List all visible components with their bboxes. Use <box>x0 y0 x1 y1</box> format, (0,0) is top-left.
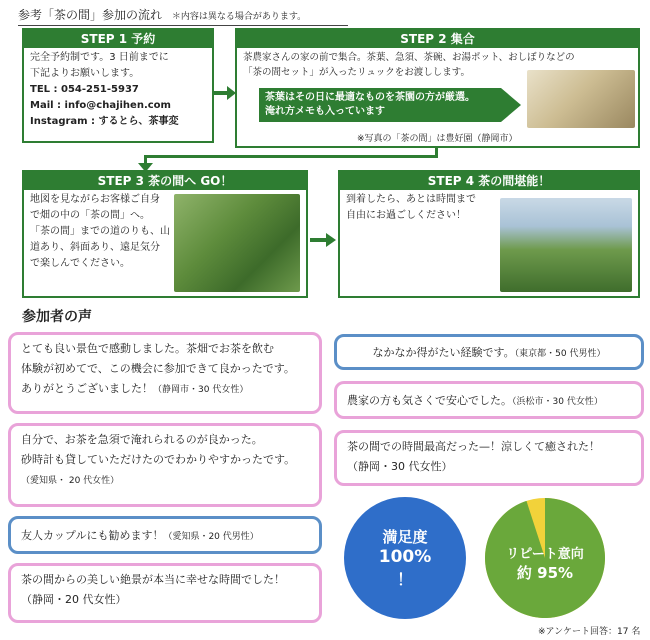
repeat-pie-chart <box>484 497 606 619</box>
satisfaction-circle <box>344 497 466 619</box>
step1-instagram: Instagram : するとら、茶事変 <box>30 116 179 127</box>
satisfaction-label: 満足度 <box>382 528 428 546</box>
tea-field-walk-photo <box>174 194 300 292</box>
voice2-line2: 砂時計も貸していただけたのでわかりやすかったです。 <box>21 453 296 466</box>
voice-card-2 <box>8 423 322 507</box>
step1-text1: 完全予約制です。3 日前までに <box>30 52 169 63</box>
step2-text2: 「茶の間セット」が入ったリュックをお渡しします。 <box>243 67 470 78</box>
step3-box <box>22 170 308 298</box>
voice-card-5 <box>334 334 644 370</box>
step1-mail: Mail : info@chajihen.com <box>30 100 171 111</box>
voice2-who: （愛知県・ 20 代女性） <box>21 476 120 486</box>
voice-card-1 <box>8 332 322 414</box>
step2-title: STEP 2 集合 <box>237 30 638 48</box>
repeat-label: リピート意向 <box>506 547 584 562</box>
page-header <box>18 6 348 26</box>
step1-text2: 下記よりお願いします。 <box>30 68 140 79</box>
voices-title: 参加者の声 <box>22 309 92 325</box>
tea-set-photo <box>527 70 635 128</box>
step2-banner <box>259 88 501 122</box>
voice1-line2: 体験が初めてで、この機会に参加できて良かったです。 <box>21 362 295 375</box>
arrow-right-icon <box>214 86 236 100</box>
repeat-value: 約 95% <box>516 564 574 582</box>
voice1-line1: とても良い景色で感動しました。茶畑でお茶を飲む <box>21 342 274 355</box>
step4-title: STEP 4 茶の間堪能！ <box>340 172 638 190</box>
voice-card-6 <box>334 381 644 419</box>
satisfaction-mark: ！ <box>396 570 413 589</box>
voice3-who: （愛知県・20 代男性） <box>163 532 259 542</box>
step2-banner-line2: 淹れ方メモも入っています <box>265 106 385 117</box>
step3-line3: 「茶の間」までの道のりも、山 <box>30 226 170 237</box>
arrow-right-icon-2 <box>310 233 336 247</box>
voice2-line1: 自分で、お茶を急須で淹れられるのが良かった。 <box>21 433 263 446</box>
voice7-line1: 茶の間での時間最高だった—！涼しくて癒された！ <box>347 440 600 453</box>
step3-line5: で楽しんでください。 <box>30 258 130 269</box>
step4-line1: 到着したら、あとは時間まで <box>346 194 476 205</box>
voice1-who: （静岡市・30 代女性） <box>153 385 249 395</box>
step3-title: STEP 3 茶の間へ GO！ <box>24 172 306 190</box>
step2-caption: ※写真の「茶の間」は豊好園（静岡市） <box>357 134 518 144</box>
satisfaction-value: 100% <box>378 547 432 567</box>
voice5-who: （東京都・50 代男性） <box>514 349 606 359</box>
step3-line2: で畑の中の「茶の間」へ。 <box>30 210 150 221</box>
step2-box <box>235 28 640 148</box>
step3-line4: 道あり、斜面あり、遠足気分 <box>30 242 160 253</box>
voice7-who: （静岡・30 代女性） <box>347 460 453 473</box>
header-title: 参考「茶の間」参加の流れ <box>18 8 163 22</box>
step1-title: STEP 1 予約 <box>24 30 212 48</box>
voice4-line1: 茶の間からの美しい絶景が本当に幸せな時間でした！ <box>21 573 285 586</box>
step1-tel: TEL : 054-251-5937 <box>30 84 139 95</box>
step2-text1: 茶農家さんの家の前で集合。茶葉、急須、茶碗、お湯ポット、おしぼりなどの <box>243 52 575 63</box>
voice-card-4 <box>8 563 322 623</box>
step3-line1: 地図を見ながらお客様ご自身 <box>30 194 160 205</box>
voice1-line3: ありがとうございました！ <box>21 382 153 395</box>
step4-line2: 自由にお過ごしください！ <box>346 210 466 221</box>
voice6-who: （浜松市・30 代女性） <box>512 397 603 407</box>
banner-arrow-icon <box>501 88 521 122</box>
voice-card-3 <box>8 516 322 554</box>
voice5-line1: なかなか得がたい経験です。 <box>372 346 515 359</box>
voice-card-7 <box>334 430 644 486</box>
survey-footnote: ※アンケート回答：17 名 <box>538 627 641 637</box>
voice4-who: （静岡・20 代女性） <box>21 593 127 606</box>
tea-field-view-photo <box>500 198 632 292</box>
voice3-line1: 友人カップルにも勧めます！ <box>21 529 164 542</box>
step4-box <box>338 170 640 298</box>
step2-banner-line1: 茶葉はその日に最適なものを茶園の方が厳選。 <box>265 92 475 103</box>
step1-box <box>22 28 214 143</box>
header-note: ＊内容は異なる場合があります。 <box>171 12 307 22</box>
voice6-line1: 農家の方も気さくで安心でした。 <box>347 394 512 407</box>
